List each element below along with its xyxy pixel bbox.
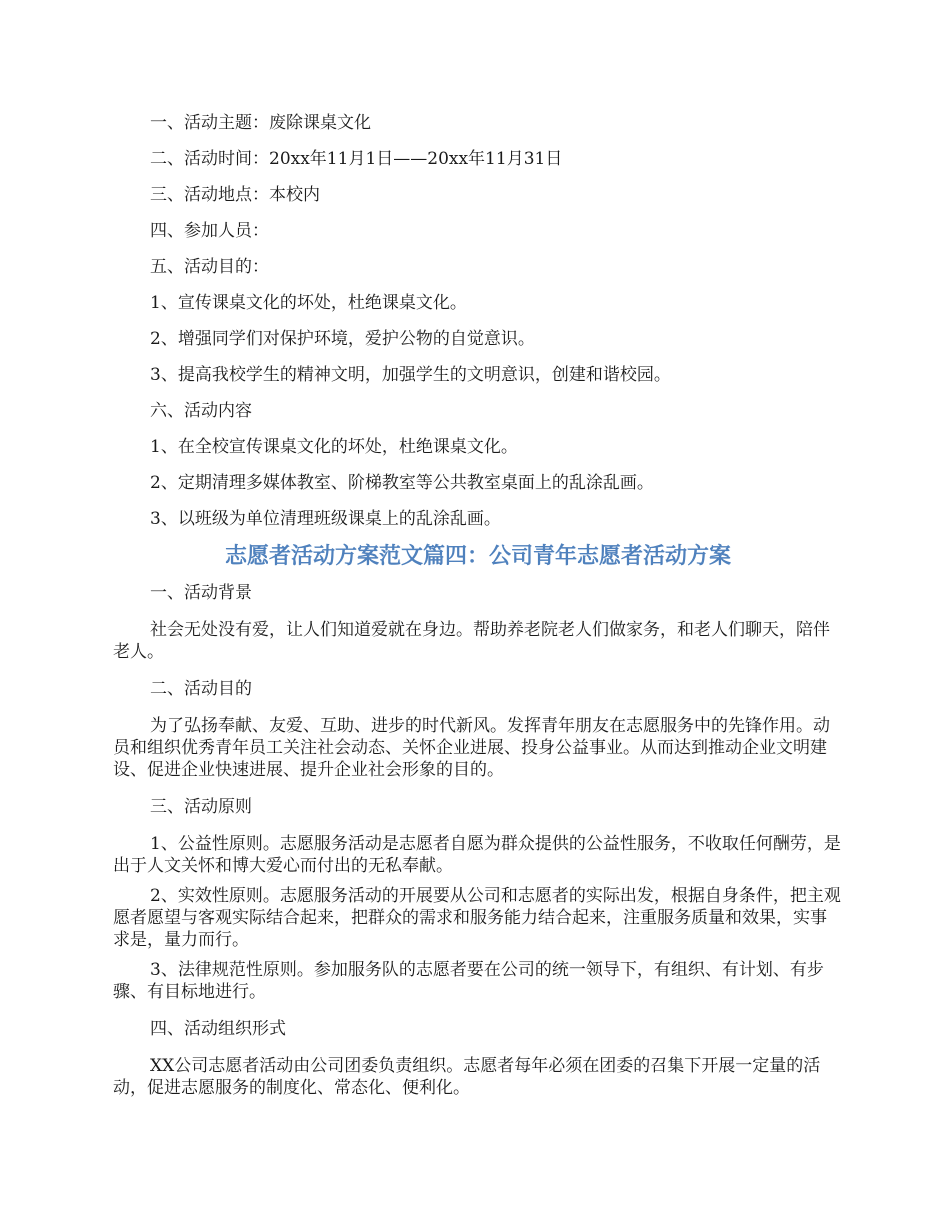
principle-1-paragraph: 1、公益性原则。志愿服务活动是志愿者自愿为群众提供的公益性服务，不收取任何酬劳，是出于人文关怀和博大爱心而付出的无私奉献。	[113, 834, 841, 876]
background-heading: 一、活动背景	[150, 583, 252, 603]
location-line: 三、活动地点：本校内	[150, 185, 320, 205]
document-body	[113, 105, 843, 1107]
purpose-heading-line: 五、活动目的：	[150, 257, 269, 277]
purpose-item-3: 3、提高我校学生的精神文明，加强学生的文明意识，创建和谐校园。	[150, 365, 671, 385]
form-heading: 四、活动组织形式	[150, 1019, 286, 1039]
principles-heading: 三、活动原则	[150, 797, 252, 817]
participants-line: 四、参加人员：	[150, 221, 269, 241]
purpose-item-2: 2、增强同学们对保护环境，爱护公物的自觉意识。	[150, 329, 535, 349]
content-heading-line: 六、活动内容	[150, 401, 252, 421]
purpose-heading: 二、活动目的	[150, 679, 252, 699]
purpose-paragraph: 为了弘扬奉献、友爱、互助、进步的时代新风。发挥青年朋友在志愿服务中的先锋作用。动员和组织优秀青年员工关注社会动态、关怀企业进展、投身公益事业。从而达到推动企业文明建设、促进企业快速进展、提升企业社会形象的目的。	[113, 716, 830, 780]
content-item-2: 2、定期清理多媒体教室、阶梯教室等公共教室桌面上的乱涂乱画。	[150, 473, 654, 493]
content-item-1: 1、在全校宣传课桌文化的坏处，杜绝课桌文化。	[150, 437, 518, 457]
principle-3-paragraph: 3、法律规范性原则。参加服务队的志愿者要在公司的统一领导下，有组织、有计划、有步骤、有目标地进行。	[113, 960, 824, 1002]
theme-line: 一、活动主题：废除课桌文化	[150, 113, 371, 133]
purpose-item-1: 1、宣传课桌文化的坏处，杜绝课桌文化。	[150, 293, 467, 313]
content-item-3: 3、以班级为单位清理班级课桌上的乱涂乱画。	[150, 509, 501, 529]
principle-2-paragraph: 2、实效性原则。志愿服务活动的开展要从公司和志愿者的实际出发，根据自身条件，把主观愿者愿望与客观实际结合起来，把群众的需求和服务能力结合起来，注重服务质量和效果，实事求是，量力而行。	[113, 886, 841, 950]
form-paragraph: XX公司志愿者活动由公司团委负责组织。志愿者每年必须在团委的召集下开展一定量的活动，促进志愿服务的制度化、常态化、便利化。	[113, 1056, 821, 1098]
section-title: 志愿者活动方案范文篇四：公司青年志愿者活动方案	[224, 544, 731, 569]
time-line: 二、活动时间：20xx年11月1日——20xx年11月31日	[150, 149, 563, 169]
background-paragraph: 社会无处没有爱，让人们知道爱就在身边。帮助养老院老人们做家务，和老人们聊天，陪伴老人。	[113, 620, 830, 662]
